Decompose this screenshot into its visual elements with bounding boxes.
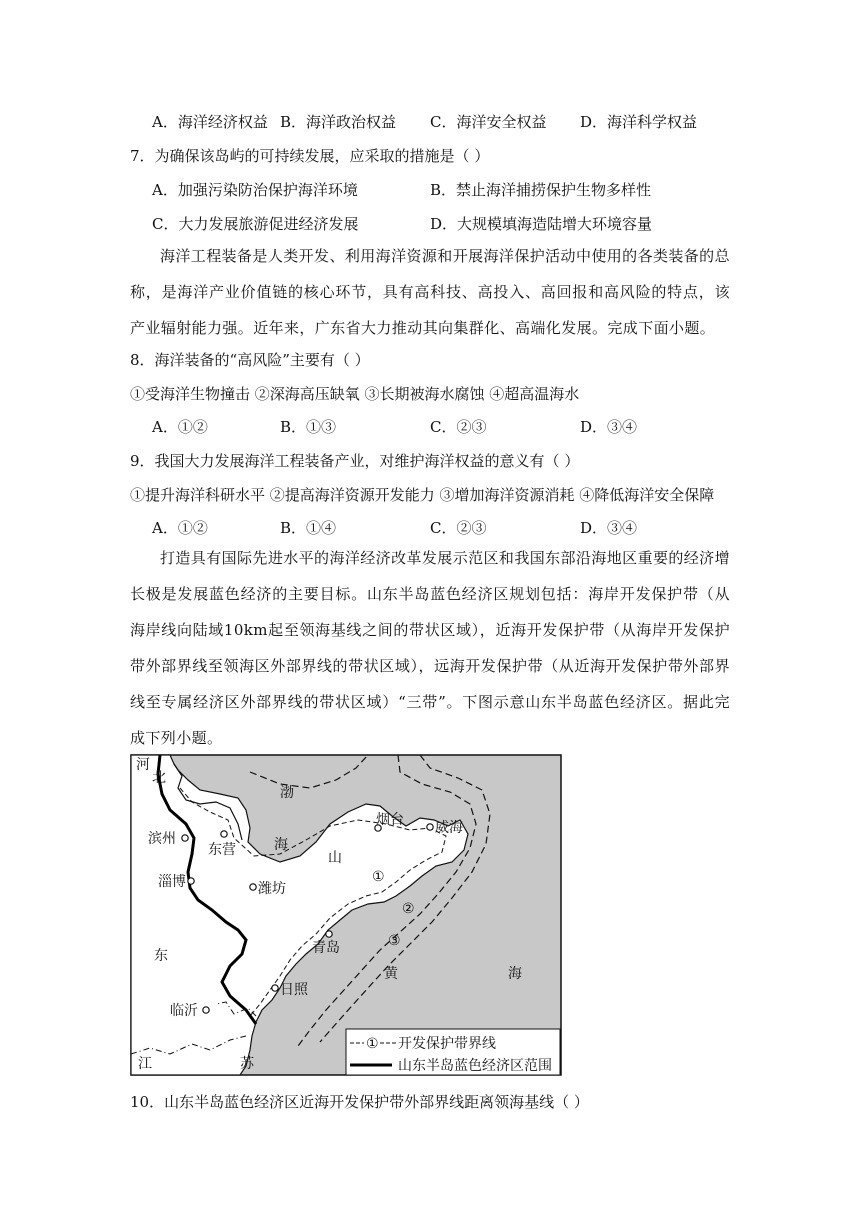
label-hai-huanghai: 海 <box>508 966 522 982</box>
label-he: 河 <box>136 757 150 773</box>
svg-text:滨州: 滨州 <box>148 831 176 847</box>
q8-items: ①受海洋生物撞击 ②深海高压缺氧 ③长期被海水腐蚀 ④超高温海水 <box>130 385 580 403</box>
q7-stem: 7．为确保该岛屿的可持续发展，应采取的措施是（ ） <box>130 147 490 165</box>
passage-blue-economy: 打造具有国际先进水平的海洋经济改革发展示范区和我国东部沿海地区重要的经济增长极是发展蓝色经济的主要目标。山东半岛蓝色经济区规划包括：海岸开发保护带（从海岸线向陆域10km起至领海基线之间的带状区域），近海开发保护带（从海岸开发保护带外部界线至领海区外部界线的带状区域），远海开发保护带（从近海开发保护带外部界线至专属经济区外部界线的带状区域）“三带”。下图示意山东半岛蓝色经济区。据此完成下列小题。 <box>130 549 730 747</box>
label-huang: 黄 <box>384 966 398 982</box>
svg-text:烟台: 烟台 <box>376 812 404 828</box>
q9-option-a: A．①② <box>152 519 208 537</box>
svg-text:东营: 东营 <box>208 842 236 858</box>
label-bo: 渤 <box>280 785 294 801</box>
label-hai-bohai: 海 <box>274 837 288 853</box>
q8-stem: 8．海洋装备的“高风险”主要有（ ） <box>130 351 370 369</box>
q6-option-b: B．海洋政治权益 <box>280 113 397 131</box>
svg-text:临沂: 临沂 <box>170 1003 198 1019</box>
zone-label-3: ③ <box>388 933 401 949</box>
shandong-blue-economy-map <box>130 754 562 1076</box>
q6-option-c: C．海洋安全权益 <box>430 113 547 131</box>
svg-text:淄博: 淄博 <box>158 874 186 890</box>
map-legend <box>346 1029 560 1075</box>
legend-boundary-label: 开发保护带界线 <box>398 1036 496 1052</box>
legend-region-label: 山东半岛蓝色经济区范围 <box>398 1058 552 1074</box>
label-su: 苏 <box>240 1056 254 1072</box>
label-shan: 山 <box>328 850 342 866</box>
q8-option-c: C．②③ <box>430 418 487 436</box>
q9-option-b: B．①④ <box>280 519 337 537</box>
q9-stem: 9．我国大力发展海洋工程装备产业，对维护海洋权益的意义有（ ） <box>130 452 580 470</box>
q8-option-a: A．①② <box>152 418 208 436</box>
q9-option-d: D．③④ <box>580 519 638 537</box>
q8-option-b: B．①③ <box>280 418 337 436</box>
svg-text:威海: 威海 <box>435 820 463 836</box>
svg-text:青岛: 青岛 <box>312 940 340 956</box>
q6-option-a: A．海洋经济权益 <box>152 113 268 131</box>
q10-stem: 10．山东半岛蓝色经济区近海开发保护带外部界线距离领海基线（ ） <box>130 1093 589 1111</box>
label-dong: 东 <box>154 948 168 964</box>
q9-option-c: C．②③ <box>430 519 487 537</box>
svg-text:潍坊: 潍坊 <box>258 881 286 897</box>
q8-option-d: D．③④ <box>580 418 638 436</box>
legend-boundary-symbol: ① <box>366 1036 379 1052</box>
label-bei: 北 <box>152 770 166 786</box>
q9-items: ①提升海洋科研水平 ②提高海洋资源开发能力 ③增加海洋资源消耗 ④降低海洋安全保障 <box>130 486 715 504</box>
q7-option-a: A．加强污染防治保护海洋环境 <box>152 181 358 199</box>
passage-ocean-equipment: 海洋工程装备是人类开发、利用海洋资源和开展海洋保护活动中使用的各类装备的总称，是海洋产业价值链的核心环节，具有高科技、高投入、高回报和高风险的特点，该产业辐射能力强。近年来，广东省大力推动其向集群化、高端化发展。完成下面小题。 <box>130 247 730 337</box>
q6-option-d: D．海洋科学权益 <box>580 113 698 131</box>
svg-text:日照: 日照 <box>280 982 308 998</box>
label-jiang: 江 <box>138 1056 152 1072</box>
q7-option-c: C．大力发展旅游促进经济发展 <box>152 215 359 233</box>
q7-option-b: B．禁止海洋捕捞保护生物多样性 <box>430 181 652 199</box>
q7-option-d: D．大规模填海造陆增大环境容量 <box>430 215 653 233</box>
zone-label-1: ① <box>372 869 385 885</box>
zone-label-2: ② <box>402 901 415 917</box>
